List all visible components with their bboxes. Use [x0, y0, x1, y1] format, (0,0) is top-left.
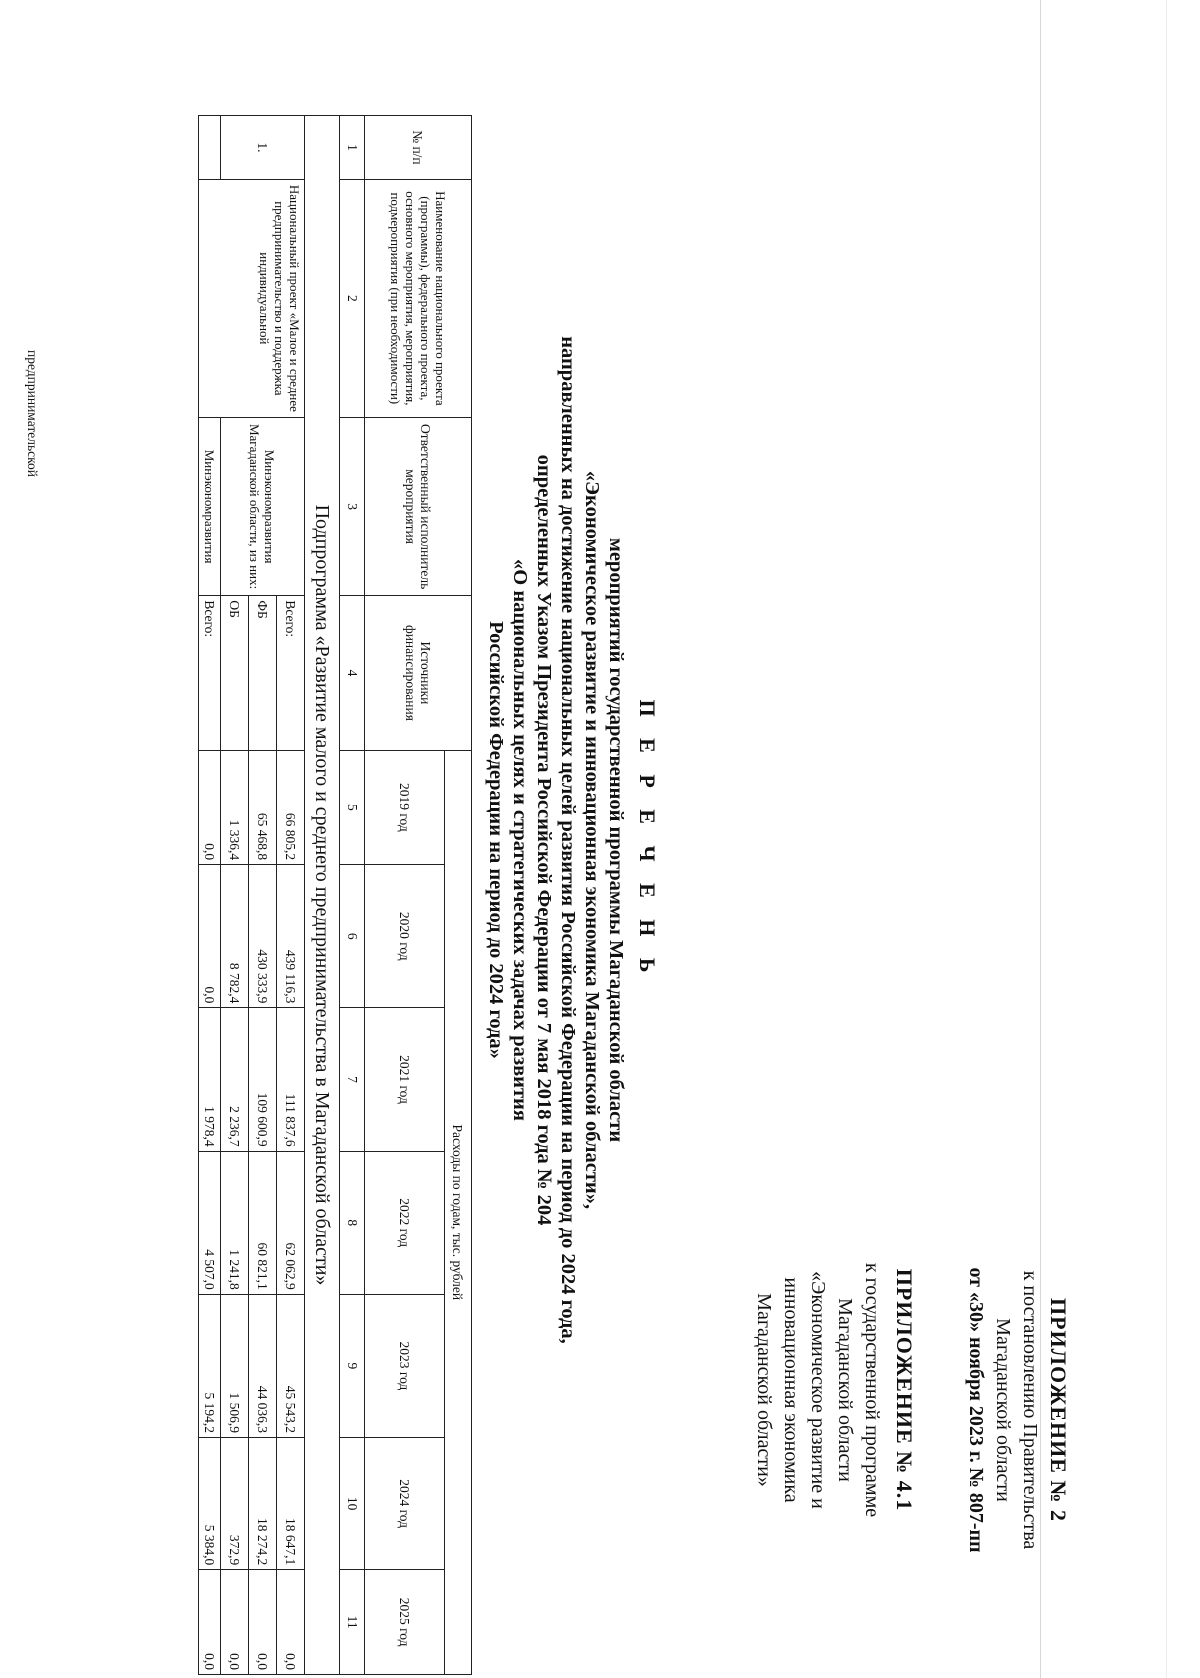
item-name-continuation: предпринимательской: [25, 350, 40, 478]
header-name: Наименование национального проекта (программы), федерального проекта, основного мероприятия, мероприятия, подмероприятия (при необходимости): [365, 179, 472, 417]
value-cell: 44 036,3: [249, 1294, 277, 1437]
source-cell: ФБ: [249, 596, 277, 750]
document-subtitle-line: «О национальных целях и стратегических задачах развития: [509, 559, 531, 1121]
column-number: 7: [340, 1008, 365, 1151]
value-cell: 60 821,1: [249, 1151, 277, 1294]
table-header-row: [445, 116, 472, 1675]
appendix-2-date-line: от «30» ноября 2023 г. № 807-пп: [965, 1267, 987, 1553]
header-year: 2019 год: [365, 750, 445, 865]
header-year: 2025 год: [365, 1570, 445, 1675]
header-num: № п/п: [365, 116, 472, 180]
subprogram-row: [305, 116, 340, 1675]
empty-cell: [199, 116, 221, 180]
header-source: Источники финансирования: [365, 596, 472, 750]
value-cell: 109 600,9: [249, 1008, 277, 1151]
column-number: 4: [340, 596, 365, 750]
column-number: 1: [340, 116, 365, 180]
column-number: 11: [340, 1570, 365, 1675]
document-subtitle-line: Российской Федерации на период до 2024 года»: [485, 621, 507, 1059]
source-cell: ОБ: [221, 596, 249, 750]
value-cell: 62 062,9: [277, 1151, 305, 1294]
value-cell: 1 978,4: [199, 1008, 221, 1151]
appendix-4-1-line: инновационная экономика: [780, 1277, 802, 1503]
appendix-2-line: к постановлению Правительства: [1019, 1270, 1041, 1550]
header-expenses: Расходы по годам, тыс. рублей: [445, 750, 472, 1674]
column-number: 3: [340, 417, 365, 595]
value-cell: 0,0: [277, 1570, 305, 1675]
item-name: Национальный проект «Малое и среднее предпринимательство и поддержка индивидуальной: [199, 179, 305, 417]
value-cell: 8 782,4: [221, 865, 249, 1008]
source-cell: Всего:: [277, 596, 305, 750]
subprogram-title: Подпрограмма «Развитие малого и среднего предпринимательства в Магаданской области»: [305, 116, 340, 1675]
header-year: 2024 год: [365, 1438, 445, 1570]
value-cell: 4 507,0: [199, 1151, 221, 1294]
header-year: 2022 год: [365, 1151, 445, 1294]
value-cell: 65 468,8: [249, 750, 277, 865]
column-number: 5: [340, 750, 365, 865]
column-number-row: [340, 116, 365, 1675]
value-cell: 430 333,9: [249, 865, 277, 1008]
value-cell: 111 837,6: [277, 1008, 305, 1151]
document-title: П Е Р Е Ч Е Н Ь: [635, 699, 660, 981]
column-number: 9: [340, 1294, 365, 1437]
value-cell: 0,0: [199, 750, 221, 865]
appendix-2-heading: ПРИЛОЖЕНИЕ № 2: [1046, 1297, 1071, 1523]
document-subtitle-line: «Экономическое развитие и инновационная экономика Магаданской области»,: [581, 470, 603, 1210]
document-subtitle-line: направленных на достижение национальных целей развития Российской Федерации на период до 2024 года,: [557, 336, 579, 1344]
appendix-2-block: [962, 1230, 1072, 1590]
value-cell: 0,0: [199, 865, 221, 1008]
appendix-4-1-line: Магаданской области»: [753, 1293, 775, 1487]
document-subtitle-line: мероприятий государственной программы Магаданской области: [605, 537, 627, 1143]
item-executor: Минэкономразвития Магаданской области, из них:: [221, 417, 305, 595]
table-row: [277, 116, 305, 1675]
value-cell: 1 241,8: [221, 1151, 249, 1294]
item-executor: Минэкономразвития: [199, 417, 221, 595]
column-number: 6: [340, 865, 365, 1008]
appendix-4-1-line: «Экономическое развитие и: [807, 1271, 829, 1509]
value-cell: 0,0: [221, 1570, 249, 1675]
value-cell: 0,0: [199, 1570, 221, 1675]
value-cell: 0,0: [249, 1570, 277, 1675]
header-year: 2023 год: [365, 1294, 445, 1437]
column-number: 10: [340, 1438, 365, 1570]
source-cell: Всего:: [199, 596, 221, 750]
document-subtitle-line: определенных Указом Президента Российской Федерации от 7 мая 2018 года № 204: [533, 454, 555, 1226]
value-cell: 1 506,9: [221, 1294, 249, 1437]
value-cell: 372,9: [221, 1438, 249, 1570]
appendix-4-1-heading: ПРИЛОЖЕНИЕ № 4.1: [892, 1268, 917, 1512]
value-cell: 66 805,2: [277, 750, 305, 865]
value-cell: 45 543,2: [277, 1294, 305, 1437]
value-cell: 5 194,2: [199, 1294, 221, 1437]
value-cell: 18 647,1: [277, 1438, 305, 1570]
column-number: 2: [340, 179, 365, 417]
appendix-4-1-block: [750, 1200, 918, 1580]
header-year: 2020 год: [365, 865, 445, 1008]
appendix-4-1-line: Магаданской области: [834, 1298, 856, 1482]
header-executor: Ответственный исполнитель мероприятия: [365, 417, 472, 595]
header-year: 2021 год: [365, 1008, 445, 1151]
value-cell: 1 336,4: [221, 750, 249, 865]
value-cell: 18 274,2: [249, 1438, 277, 1570]
value-cell: 5 384,0: [199, 1438, 221, 1570]
document-title-block: [484, 90, 660, 1590]
column-number: 8: [340, 1151, 365, 1294]
value-cell: 2 236,7: [221, 1008, 249, 1151]
value-cell: 439 116,3: [277, 865, 305, 1008]
item-number: 1.: [221, 116, 305, 180]
measures-table: [198, 115, 472, 1675]
appendix-2-line: Магаданской области: [992, 1318, 1014, 1502]
appendix-4-1-line: к государственной программе: [861, 1262, 883, 1518]
